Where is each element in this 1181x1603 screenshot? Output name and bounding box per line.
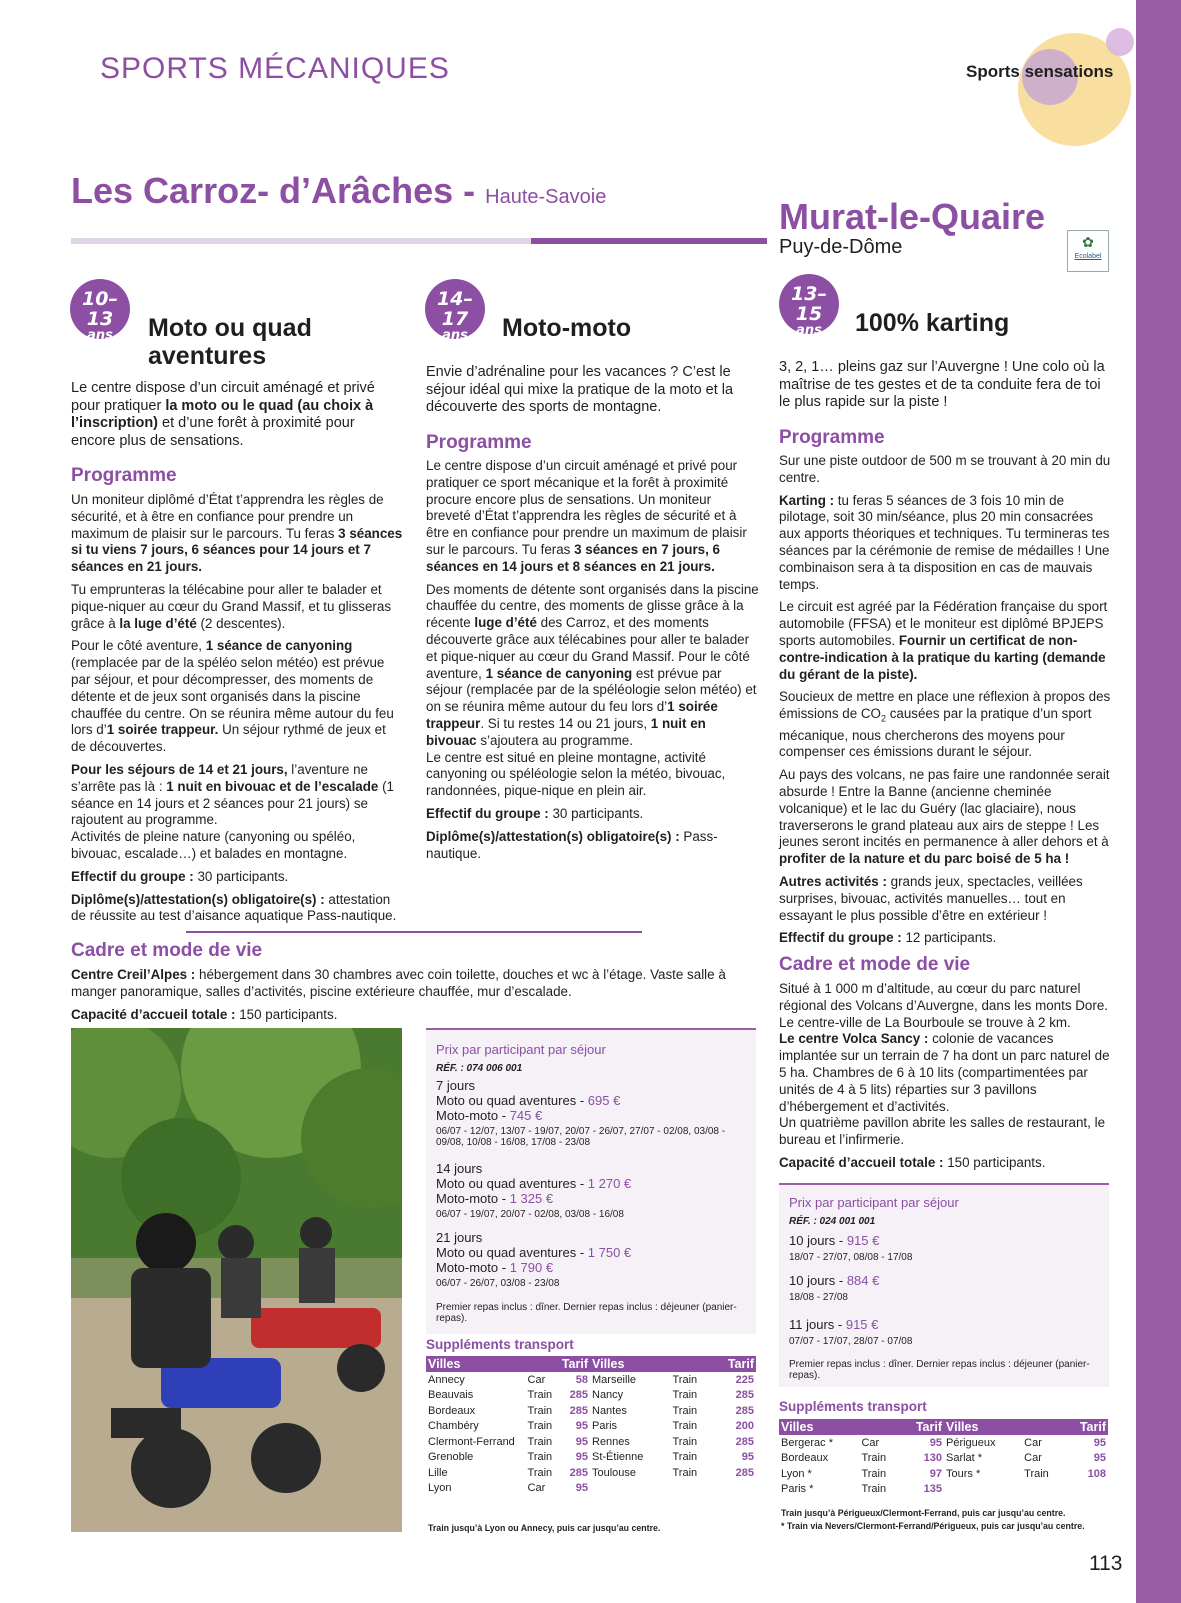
price-block bbox=[436, 1230, 746, 1289]
transport-mode: Train bbox=[861, 1452, 887, 1465]
duration: 7 jours bbox=[436, 1078, 476, 1093]
city: Beauvais bbox=[428, 1389, 474, 1402]
cadre-heading: Cadre et mode de vie bbox=[779, 954, 971, 975]
col-mode bbox=[526, 1356, 557, 1372]
col-tarif: Tarif bbox=[557, 1356, 590, 1372]
activity-title-line: Moto ou quad bbox=[148, 314, 312, 342]
city: St-Étienne bbox=[592, 1451, 644, 1464]
transport-mode: Train bbox=[672, 1389, 698, 1402]
transport-mode: Train bbox=[672, 1373, 698, 1386]
city: Tours * bbox=[946, 1467, 981, 1480]
table-row bbox=[590, 1465, 756, 1481]
col-tarif: Tarif bbox=[712, 1356, 756, 1372]
text: 150 participants. bbox=[943, 1154, 1046, 1170]
programme-text bbox=[779, 453, 1111, 953]
transport-table-right bbox=[590, 1356, 756, 1481]
city: Chambéry bbox=[428, 1420, 479, 1433]
table-row bbox=[426, 1419, 590, 1435]
price-block bbox=[789, 1233, 1099, 1263]
session-dates: 06/07 - 19/07, 20/07 - 02/08, 03/08 - 16/08 bbox=[436, 1209, 624, 1220]
text-bold: Capacité d’accueil totale : bbox=[779, 1154, 944, 1170]
activity-intro: 3, 2, 1… pleins gaz sur l’Auvergne ! Une colo où la maîtrise de tes gestes et de ta conduite fera de toi le plus rapide sur la piste ! bbox=[779, 359, 1105, 411]
activity-name: Moto ou quad aventures - bbox=[436, 1176, 588, 1191]
destination-title-murat: Murat-le-Quaire bbox=[779, 196, 1046, 237]
price-box-murat bbox=[779, 1183, 1109, 1387]
text-bold: 1 nuit en bivouac et de l’escalade bbox=[166, 778, 379, 794]
city: Nancy bbox=[592, 1389, 624, 1402]
activity-title-line: aventures bbox=[148, 342, 267, 370]
text-bold: luge d’été bbox=[474, 615, 537, 631]
session-dates: 18/08 - 27/08 bbox=[789, 1292, 848, 1303]
table-row bbox=[590, 1403, 756, 1419]
text: (1 séance en 14 jours et 2 séances pour 21 jours) se rajoutent au programme. bbox=[71, 778, 394, 828]
table-row bbox=[944, 1451, 1108, 1467]
city: Périgueux bbox=[946, 1436, 996, 1449]
table-row bbox=[590, 1434, 756, 1450]
price-value: 745 € bbox=[509, 1108, 543, 1123]
transport-mode: Train bbox=[527, 1466, 553, 1479]
duration: 14 jours bbox=[436, 1161, 483, 1176]
text-bold: 1 séance de canyoning bbox=[205, 638, 353, 654]
price-value: 915 € bbox=[846, 1233, 880, 1248]
cadre-text bbox=[779, 981, 1115, 1178]
transport-heading: Suppléments transport bbox=[426, 1337, 574, 1352]
age-range: 13–15 bbox=[791, 283, 827, 325]
text-bold: Diplôme(s)/attestation(s) obligatoire(s) : bbox=[426, 828, 680, 844]
text: Au pays des volcans, ne pas faire une randonnée serait absurde ! Entre la Banne (ancienne cheminée volcanique) et le lac du Guéry (lac glaciaire), nous traverserons le grand plateau aux airs de steppe ! Les jeunes seront incités en permanence à aller dehors et à bbox=[779, 767, 1110, 850]
table-row bbox=[426, 1372, 590, 1388]
price-block bbox=[436, 1161, 746, 1220]
price-value: 1 790 € bbox=[509, 1260, 554, 1275]
text: Un moniteur diplômé d’État t’apprendra les règles de sécurité, et à être en confiance pour prendre un maximum de plaisir sur le parcours. Tu feras bbox=[71, 492, 384, 541]
text: 30 participants. bbox=[548, 805, 644, 821]
text-bold: Fournir un certificat de non-contre-indication à la pratique du karting (demande du gérant de la piste). bbox=[779, 632, 1106, 682]
table-row bbox=[426, 1434, 590, 1450]
age-range: 10–13 bbox=[82, 288, 118, 330]
table-row bbox=[779, 1482, 944, 1498]
price-box-title: Prix par participant par séjour bbox=[436, 1042, 606, 1057]
col-tarif: Tarif bbox=[1064, 1419, 1108, 1435]
price-block bbox=[789, 1273, 1099, 1303]
price-box-title: Prix par participant par séjour bbox=[789, 1195, 959, 1210]
brand-word-sports: Sports bbox=[966, 62, 1025, 81]
quad-riders-photo bbox=[71, 1028, 402, 1532]
duration: 11 jours - bbox=[789, 1317, 846, 1332]
fare: 285 bbox=[735, 1435, 754, 1448]
fare: 285 bbox=[735, 1466, 754, 1479]
fare: 95 bbox=[1093, 1452, 1106, 1465]
activity-name: Moto-moto - bbox=[436, 1108, 510, 1123]
ecolabel-logo bbox=[1067, 230, 1109, 272]
fare: 95 bbox=[575, 1482, 588, 1495]
ecolabel-text: Ecolabel bbox=[1074, 253, 1102, 260]
text: est prévue par séjour (remplacée par de la spéléologie selon météo) et on se réunira même autour du feu lors d’ bbox=[426, 665, 757, 715]
programme-text bbox=[71, 492, 403, 931]
text: Des moments de détente sont organisés dans la piscine chauffée du centre, des moments de glisse grâce à la récente bbox=[426, 581, 759, 631]
city: Lyon * bbox=[781, 1467, 812, 1480]
col-mode bbox=[670, 1356, 712, 1372]
fare: 285 bbox=[735, 1389, 754, 1402]
table-row bbox=[590, 1388, 756, 1404]
price-block bbox=[789, 1317, 1099, 1347]
activity-intro bbox=[71, 380, 393, 450]
text: Situé à 1 000 m d’altitude, au cœur du parc naturel régional des Volcans d’Auvergne, dans les monts Dore. Le centre-ville de La Bourboule se trouve à 2 km. bbox=[779, 981, 1109, 1030]
transport-mode: Train bbox=[527, 1404, 553, 1417]
murat-region: Puy-de-Dôme bbox=[779, 236, 903, 258]
activity-title: 100% karting bbox=[855, 309, 1010, 337]
text: colonie de vacances implantée sur un terrain de 7 ha dont un parc naturel de 5 ha. Chambres de 6 à 10 lits (compartimentées par unités de 4 à 5 lits) réparties sur 3 pavillons d’hébergement et d’activités. bbox=[779, 1031, 1110, 1114]
table-row bbox=[944, 1466, 1108, 1482]
photo-illustration bbox=[71, 1028, 402, 1532]
table-row bbox=[779, 1451, 944, 1467]
session-dates: 06/07 - 26/07, 03/08 - 23/08 bbox=[436, 1278, 560, 1289]
price-line bbox=[436, 1108, 746, 1123]
text: Un quatrième pavillon abrite les salles de restaurant, le bureau et l’infirmerie. bbox=[779, 1115, 1106, 1148]
col-villes: Villes bbox=[590, 1356, 670, 1372]
transport-table-left bbox=[779, 1419, 944, 1497]
text-bold: la luge d’été bbox=[119, 615, 197, 631]
age-badge bbox=[425, 279, 485, 343]
text-bold: profiter de la nature et du parc boisé de 5 ha ! bbox=[779, 851, 1070, 867]
city: Bordeaux bbox=[428, 1404, 476, 1417]
fare: 225 bbox=[735, 1373, 754, 1386]
col-mode bbox=[1022, 1419, 1064, 1435]
price-line bbox=[436, 1176, 746, 1191]
city: Toulouse bbox=[592, 1466, 637, 1479]
fare: 285 bbox=[735, 1404, 754, 1417]
city: Paris * bbox=[781, 1483, 814, 1496]
brand-word-sensations: sensations bbox=[1024, 62, 1114, 81]
text: l’aventure ne s’arrête pas là : bbox=[71, 761, 368, 794]
text: 2 bbox=[880, 713, 886, 724]
text: des Carroz, et des moments découverte grâce aux télécabines pour aller te balader et pique-niquer au cœur du Grand Massif. Pour le côté aventure, bbox=[426, 615, 750, 681]
transport-heading: Suppléments transport bbox=[779, 1399, 927, 1414]
fare: 95 bbox=[1093, 1436, 1106, 1449]
age-badge bbox=[779, 274, 839, 338]
text: 150 participants. bbox=[235, 1006, 338, 1022]
age-unit: ans bbox=[87, 328, 113, 343]
text: hébergement dans 30 chambres avec coin toilette, douches et wc à l’étage. Vaste salle à manger panoramique, salles d’activités, piscine extérieure chauffée, mur d’escalade. bbox=[71, 967, 726, 999]
transport-mode: Train bbox=[527, 1435, 553, 1448]
text: Le circuit est agréé par la Fédération française du sport automobile (FFSA) et le moniteur est diplômé BPJEPS sports automobiles. bbox=[779, 599, 1108, 648]
meal-info: Premier repas inclus : dîner. Dernier repas inclus : déjeuner (panier-repas). bbox=[789, 1359, 1090, 1381]
price-block bbox=[436, 1078, 746, 1148]
text: tu feras 5 séances de 3 fois 10 min de pilotage, soit 30 min/séance, plus 20 min consacrées aux apports théoriques et techniques. Tu termineras tes séances par la cérémonie de remise de médailles ! Une combinaison sera à ta disposition en cas de mauvais temps. bbox=[779, 492, 1110, 592]
price-line bbox=[436, 1191, 746, 1206]
transport-mode: Train bbox=[527, 1451, 553, 1464]
col-villes: Villes bbox=[426, 1356, 526, 1372]
transport-mode: Car bbox=[861, 1436, 880, 1449]
text-bold: Capacité d’accueil totale : bbox=[71, 1006, 236, 1022]
programme-heading: Programme bbox=[426, 432, 532, 453]
text-bold: Effectif du groupe : bbox=[779, 930, 902, 946]
col-villes: Villes bbox=[944, 1419, 1022, 1435]
table-row bbox=[590, 1372, 756, 1388]
table-row bbox=[426, 1388, 590, 1404]
price-ref: RÉF. : 074 006 001 bbox=[436, 1063, 523, 1074]
fare: 200 bbox=[735, 1420, 754, 1433]
cadre-heading: Cadre et mode de vie bbox=[71, 940, 263, 961]
text-bold: 1 nuit en bivouac bbox=[426, 715, 706, 748]
text-bold: la moto ou le quad (au choix à l’inscription) bbox=[71, 397, 374, 432]
transport-mode: Car bbox=[1024, 1436, 1042, 1449]
text: Soucieux de mettre en place une réflexion à propos des émissions de CO bbox=[779, 689, 1111, 722]
duration: 10 jours - bbox=[789, 1233, 847, 1248]
duration: 21 jours bbox=[436, 1230, 483, 1245]
text: causées par la pratique d’un sport mécanique, nous chercherons des moyens pour compenser ces émissions durant le séjour. bbox=[779, 706, 1092, 760]
session-dates: 06/07 - 12/07, 13/07 - 19/07, 20/07 - 26/07, 27/07 - 02/08, 03/08 - 09/08, 10/08 - 16/08, 17/08 - 23/08 bbox=[436, 1126, 726, 1148]
programme-heading: Programme bbox=[779, 427, 885, 448]
transport-note: Train jusqu’à Périgueux/Clermont-Ferrand, puis car jusqu’au centre. bbox=[781, 1508, 1066, 1518]
price-value: 1 750 € bbox=[587, 1245, 632, 1260]
fare: 97 bbox=[929, 1467, 942, 1480]
transport-mode: Car bbox=[527, 1482, 546, 1495]
text: s’ajoutera au programme. bbox=[476, 732, 633, 748]
table-row bbox=[426, 1481, 590, 1497]
section-divider bbox=[186, 931, 642, 933]
age-range: 14–17 bbox=[437, 288, 473, 330]
text: Le centre est situé en pleine montagne, activité canyoning ou spéléologie selon la météo, bivouac, randonnées, pique-nique en plein air. bbox=[426, 749, 726, 799]
age-badge bbox=[70, 279, 130, 343]
brand-logo bbox=[966, 62, 1113, 82]
price-value: 695 € bbox=[587, 1093, 621, 1108]
transport-mode: Train bbox=[672, 1404, 698, 1417]
transport-mode: Train bbox=[672, 1451, 698, 1464]
section-title: SPORTS MÉCANIQUES bbox=[100, 52, 450, 85]
table-row bbox=[426, 1403, 590, 1419]
fare: 95 bbox=[575, 1451, 588, 1464]
text: et d’une forêt à proximité pour encore plus de sensations. bbox=[71, 415, 355, 449]
title-rule-dark bbox=[531, 238, 767, 244]
fare: 58 bbox=[575, 1373, 588, 1386]
cadre-text bbox=[71, 967, 741, 1029]
city: Marseille bbox=[592, 1373, 637, 1386]
text-bold: Effectif du groupe : bbox=[426, 805, 549, 821]
activity-name: Moto ou quad aventures - bbox=[436, 1245, 588, 1260]
transport-mode: Train bbox=[527, 1389, 553, 1402]
text: 30 participants. bbox=[193, 868, 289, 884]
price-line bbox=[789, 1317, 1099, 1332]
text-bold: 1 séance de canyoning bbox=[485, 665, 633, 681]
transport-mode: Train bbox=[1024, 1467, 1049, 1480]
text: Tu emprunteras la télécabine pour aller te balader et pique-niquer au cœur du Grand Massif, et tu glisseras grâce à bbox=[71, 581, 392, 631]
text: 12 participants. bbox=[901, 930, 997, 946]
table-row bbox=[426, 1450, 590, 1466]
city: Paris bbox=[592, 1420, 618, 1433]
activity-name: Moto-moto - bbox=[436, 1191, 510, 1206]
transport-table-left bbox=[426, 1356, 590, 1496]
city: Lille bbox=[428, 1466, 448, 1479]
page-number: 113 bbox=[1089, 1552, 1123, 1575]
text-bold: 3 séances si tu viens 7 jours, 6 séances pour 14 jours et 7 séances en 21 jours. bbox=[71, 525, 403, 575]
text: grands jeux, spectacles, veillées surprises, bivouac, activités manuelles… tout en essayant le plus possible d’être en extérieur ! bbox=[779, 874, 1083, 923]
fare: 130 bbox=[923, 1452, 942, 1465]
price-line bbox=[789, 1233, 1099, 1248]
transport-note: Train jusqu’à Lyon ou Annecy, puis car jusqu’au centre. bbox=[428, 1523, 661, 1533]
carroz-title: Les Carroz- d’Arâches bbox=[71, 170, 454, 211]
price-line bbox=[789, 1273, 1099, 1288]
fare: 95 bbox=[575, 1435, 588, 1448]
fare: 285 bbox=[569, 1404, 588, 1417]
city: Clermont-Ferrand bbox=[428, 1435, 515, 1448]
text: . Si tu restes 14 ou 21 jours, bbox=[480, 715, 651, 731]
text: Le centre dispose d’un circuit aménagé et privé pour pratiquer ce sport mécanique et la forêt à proximité procure encore plus de sensations. Un moniteur breveté d’État t’apprendra les règles de sécurité et à être en confiance pour prendre un maximum de plaisir sur le parcours. Tu feras bbox=[426, 458, 747, 557]
price-box-carroz bbox=[426, 1028, 756, 1334]
text: Un séjour rythmé de jeux et de découvertes. bbox=[71, 722, 386, 755]
activity-title: Moto-moto bbox=[502, 314, 632, 342]
table-row bbox=[779, 1435, 944, 1451]
text: (remplacée par de la spéléo selon météo) est prévue par séjour, et pour décompresser, des moments de détente et de jeux sont organisés dans la piscine chauffée du centre. On se réunira même autour du feu lors d’ bbox=[71, 655, 394, 738]
fare: 108 bbox=[1087, 1467, 1106, 1480]
table-row bbox=[426, 1465, 590, 1481]
text-bold: Le centre Volca Sancy : bbox=[779, 1031, 929, 1047]
city: Rennes bbox=[592, 1435, 630, 1448]
text-bold: Karting : bbox=[779, 492, 835, 508]
text-bold: Centre Creil’Alpes : bbox=[71, 967, 196, 982]
text-bold: 3 séances en 7 jours, 6 séances en 14 jours et 8 séances en 21 jours. bbox=[426, 541, 721, 574]
price-value: 1 270 € bbox=[587, 1176, 632, 1191]
title-rule-light bbox=[71, 238, 531, 244]
activity-title bbox=[148, 314, 312, 370]
session-dates: 18/07 - 27/07, 08/08 - 17/08 bbox=[789, 1252, 913, 1263]
fare: 285 bbox=[569, 1466, 588, 1479]
carroz-region: Haute-Savoie bbox=[485, 186, 607, 208]
city: Bordeaux bbox=[781, 1452, 829, 1465]
col-mode bbox=[859, 1419, 900, 1435]
age-unit: ans bbox=[796, 323, 822, 338]
flower-icon: ✿ bbox=[1082, 234, 1094, 250]
transport-mode: Train bbox=[527, 1420, 553, 1433]
text: (2 descentes). bbox=[196, 615, 286, 631]
price-line bbox=[436, 1245, 746, 1260]
table-row bbox=[779, 1466, 944, 1482]
text-bold: Effectif du groupe : bbox=[71, 868, 194, 884]
fare: 95 bbox=[575, 1420, 588, 1433]
text-bold: Autres activités : bbox=[779, 874, 887, 889]
title-dash: - bbox=[453, 170, 486, 211]
price-value: 884 € bbox=[846, 1273, 880, 1288]
text: Activités de pleine nature (canyoning ou spéléo, bivouac, escalade…) et balades en montagne. bbox=[71, 829, 356, 861]
price-value: 915 € bbox=[845, 1317, 879, 1332]
text: Pour le côté aventure, bbox=[71, 638, 206, 654]
city: Lyon bbox=[428, 1482, 452, 1495]
transport-note: * Train via Nevers/Clermont-Ferrand/Périgueux, puis car jusqu’au centre. bbox=[781, 1521, 1085, 1531]
destination-title-carroz bbox=[71, 170, 606, 212]
transport-mode: Train bbox=[672, 1420, 698, 1433]
price-line bbox=[436, 1093, 746, 1108]
text-bold: 1 soirée trappeur. bbox=[106, 722, 219, 738]
text-bold: Diplôme(s)/attestation(s) obligatoire(s) : bbox=[71, 891, 325, 907]
transport-mode: Train bbox=[861, 1483, 887, 1496]
side-color-strip bbox=[1136, 0, 1181, 1603]
transport-mode: Car bbox=[1024, 1452, 1042, 1465]
price-line bbox=[436, 1260, 746, 1275]
text: Pass-nautique. bbox=[426, 828, 718, 861]
duration: 10 jours - bbox=[789, 1273, 847, 1288]
fare: 135 bbox=[923, 1483, 942, 1496]
programme-heading: Programme bbox=[71, 465, 177, 486]
transport-mode: Car bbox=[527, 1373, 546, 1386]
city: Bergerac * bbox=[781, 1436, 833, 1449]
city: Annecy bbox=[428, 1373, 465, 1386]
table-row bbox=[590, 1419, 756, 1435]
session-dates: 07/07 - 17/07, 28/07 - 07/08 bbox=[789, 1336, 913, 1347]
fare: 95 bbox=[929, 1436, 942, 1449]
text: Le centre dispose d’un circuit aménagé et privé pour pratiquer bbox=[71, 380, 375, 414]
transport-mode: Train bbox=[672, 1435, 698, 1448]
text: Sur une piste outdoor de 500 m se trouvant à 20 min du centre. bbox=[779, 453, 1111, 485]
meal-info: Premier repas inclus : dîner. Dernier repas inclus : déjeuner (panier-repas). bbox=[436, 1302, 737, 1324]
text-bold: 1 soirée trappeur bbox=[426, 699, 718, 731]
programme-text bbox=[426, 458, 759, 868]
price-value: 1 325 € bbox=[509, 1191, 554, 1206]
age-unit: ans bbox=[442, 328, 468, 343]
transport-table-right bbox=[944, 1419, 1108, 1482]
city: Grenoble bbox=[428, 1451, 474, 1464]
table-row bbox=[590, 1450, 756, 1466]
transport-mode: Train bbox=[672, 1466, 698, 1479]
table-row bbox=[944, 1435, 1108, 1451]
city: Nantes bbox=[592, 1404, 627, 1417]
fare: 95 bbox=[741, 1451, 754, 1464]
price-ref: RÉF. : 024 001 001 bbox=[789, 1216, 876, 1227]
activity-intro: Envie d’adrénaline pour les vacances ? C’est le séjour idéal qui mixe la pratique de la moto et la découverte des sports de montagne. bbox=[426, 364, 734, 416]
city: Sarlat * bbox=[946, 1452, 983, 1465]
fare: 285 bbox=[569, 1389, 588, 1402]
text-bold: Pour les séjours de 14 et 21 jours, bbox=[71, 761, 288, 777]
activity-name: Moto ou quad aventures - bbox=[436, 1093, 588, 1108]
col-tarif: Tarif bbox=[901, 1419, 944, 1435]
activity-name: Moto-moto - bbox=[436, 1260, 510, 1275]
col-villes: Villes bbox=[779, 1419, 859, 1435]
text: attestation de réussite au test d’aisance aquatique Pass-nautique. bbox=[71, 891, 397, 924]
transport-mode: Train bbox=[861, 1467, 887, 1480]
